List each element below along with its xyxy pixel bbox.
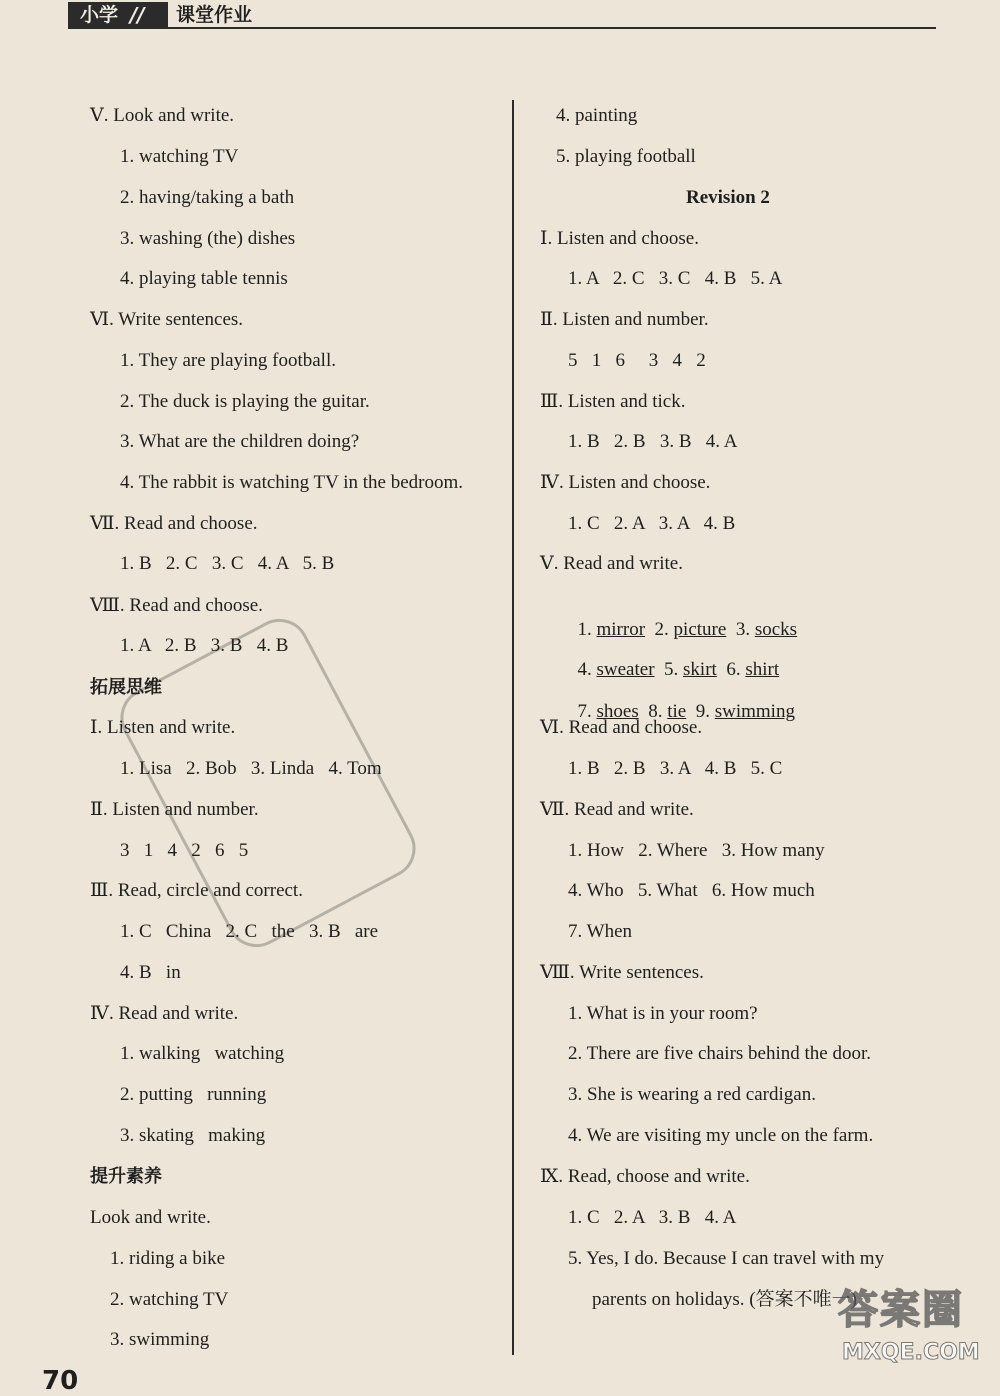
section-title: Ⅱ. Listen and number.	[90, 799, 259, 820]
section-title: Ⅶ. Read and write.	[540, 799, 694, 820]
answer-word: mirror	[596, 619, 646, 640]
answer-line: 4. The rabbit is watching TV in the bedroom.	[120, 472, 464, 493]
answer-line: 5. playing football	[556, 146, 696, 167]
answer-line: 4. Who 5. What 6. How much	[568, 880, 815, 901]
answer-word: skirt	[683, 659, 717, 680]
answer-line: 2. There are five chairs behind the door.	[568, 1043, 872, 1064]
section-title: Ⅵ. Write sentences.	[90, 309, 244, 330]
item-num: 1.	[577, 619, 597, 640]
answer-line: 3. washing (the) dishes	[120, 228, 296, 249]
section-title: Ⅸ. Read, choose and write.	[540, 1166, 750, 1187]
answer-line: 4. painting	[556, 105, 638, 126]
section-title: Ⅳ. Listen and choose.	[540, 472, 711, 493]
header-title: 课堂作业	[176, 4, 253, 26]
section-title: Ⅶ. Read and choose.	[90, 513, 258, 534]
answer-line: 1. A 2. C 3. C 4. B 5. A	[568, 268, 783, 289]
answer-line: 7. When	[568, 921, 633, 942]
answer-line: 5 1 6 3 4 2	[568, 350, 706, 371]
answer-word: sweater	[596, 659, 655, 680]
answer-line: 2. putting running	[120, 1084, 267, 1105]
answer-line	[568, 634, 779, 682]
answer-word: shoes	[596, 701, 639, 722]
answer-line: 1. C 2. A 3. A 4. B	[568, 513, 736, 534]
answer-line: 1. B 2. C 3. C 4. A 5. B	[120, 553, 335, 574]
answer-line: 1. What is in your room?	[568, 1003, 758, 1024]
header-slash-decoration: //	[130, 3, 145, 27]
answer-line: 5. Yes, I do. Because I can travel with my	[568, 1248, 885, 1269]
answer-word: swimming	[714, 701, 795, 722]
section-title: Ⅱ. Listen and number.	[540, 309, 709, 330]
header-tab: 小学	[68, 2, 168, 28]
section-title: Ⅲ. Read, circle and correct.	[90, 880, 303, 901]
item-num: 9.	[686, 701, 715, 722]
answer-line: 2. The duck is playing the guitar.	[120, 391, 370, 412]
section-title: Ⅷ. Write sentences.	[540, 962, 704, 983]
item-num: 8.	[638, 701, 668, 722]
answer-line: 1. Lisa 2. Bob 3. Linda 4. Tom	[120, 758, 382, 779]
answer-line: 1. B 2. B 3. B 4. A	[568, 431, 738, 452]
answer-line: 1. How 2. Where 3. How many	[568, 840, 825, 861]
watermark-logo-text: 答案圈	[838, 1287, 964, 1333]
column-divider	[512, 100, 514, 1355]
answer-word: tie	[667, 701, 687, 722]
answer-line: 4. playing table tennis	[120, 268, 288, 289]
section-heading: 提升素养	[90, 1166, 162, 1187]
section-title: Ⅴ. Read and write.	[540, 553, 683, 574]
section-heading: 拓展思维	[90, 677, 162, 698]
watermark-url: MXQE.COM	[842, 1340, 980, 1365]
item-num: 7.	[577, 701, 597, 722]
answer-line: 1. C 2. A 3. B 4. A	[568, 1207, 737, 1228]
answer-line: 4. B in	[120, 962, 181, 983]
answer-line: parents on holidays. (答案不唯一)	[592, 1289, 857, 1310]
answer-line: 1. riding a bike	[110, 1248, 226, 1269]
answer-line: 3. skating making	[120, 1125, 266, 1146]
section-title: Ⅰ. Listen and write.	[90, 717, 236, 738]
answer-line: 1. They are playing football.	[120, 350, 336, 371]
answer-line: 1. walking watching	[120, 1043, 285, 1064]
answer-word: shirt	[745, 659, 780, 680]
site-watermark	[838, 1278, 996, 1378]
answer-line: 4. We are visiting my uncle on the farm.	[568, 1125, 874, 1146]
item-num: 2.	[645, 619, 674, 640]
answer-line: 2. watching TV	[110, 1289, 229, 1310]
stamp-watermark	[110, 608, 426, 957]
header-rule	[68, 27, 936, 29]
section-title: Look and write.	[90, 1207, 211, 1228]
answer-line: 1. B 2. B 3. A 4. B 5. C	[568, 758, 783, 779]
section-title: Ⅵ. Read and choose.	[540, 717, 703, 738]
answer-line: 3. swimming	[110, 1329, 210, 1350]
answer-line: 3. She is wearing a red cardigan.	[568, 1084, 816, 1105]
section-title: Ⅷ. Read and choose.	[90, 595, 263, 616]
item-num: 4.	[577, 659, 597, 680]
item-num: 6.	[716, 659, 746, 680]
revision-title: Revision 2	[686, 187, 770, 208]
section-title: Ⅲ. Listen and tick.	[540, 391, 686, 412]
item-num: 5.	[654, 659, 684, 680]
page-header	[0, 0, 1000, 30]
section-title: Ⅳ. Read and write.	[90, 1003, 239, 1024]
answer-line: 3 1 4 2 6 5	[120, 840, 249, 861]
answer-line: 1. watching TV	[120, 146, 239, 167]
answer-line: 2. having/taking a bath	[120, 187, 295, 208]
section-title: Ⅴ. Look and write.	[90, 105, 235, 126]
answer-word: picture	[673, 619, 727, 640]
answer-line: 1. A 2. B 3. B 4. B	[120, 635, 289, 656]
answer-word: socks	[754, 619, 798, 640]
answer-line: 1. C China 2. C the 3. B are	[120, 921, 379, 942]
answer-line: 3. What are the children doing?	[120, 431, 360, 452]
section-title: Ⅰ. Listen and choose.	[540, 228, 699, 249]
item-num: 3.	[726, 619, 755, 640]
page-number: 70	[42, 1366, 79, 1396]
